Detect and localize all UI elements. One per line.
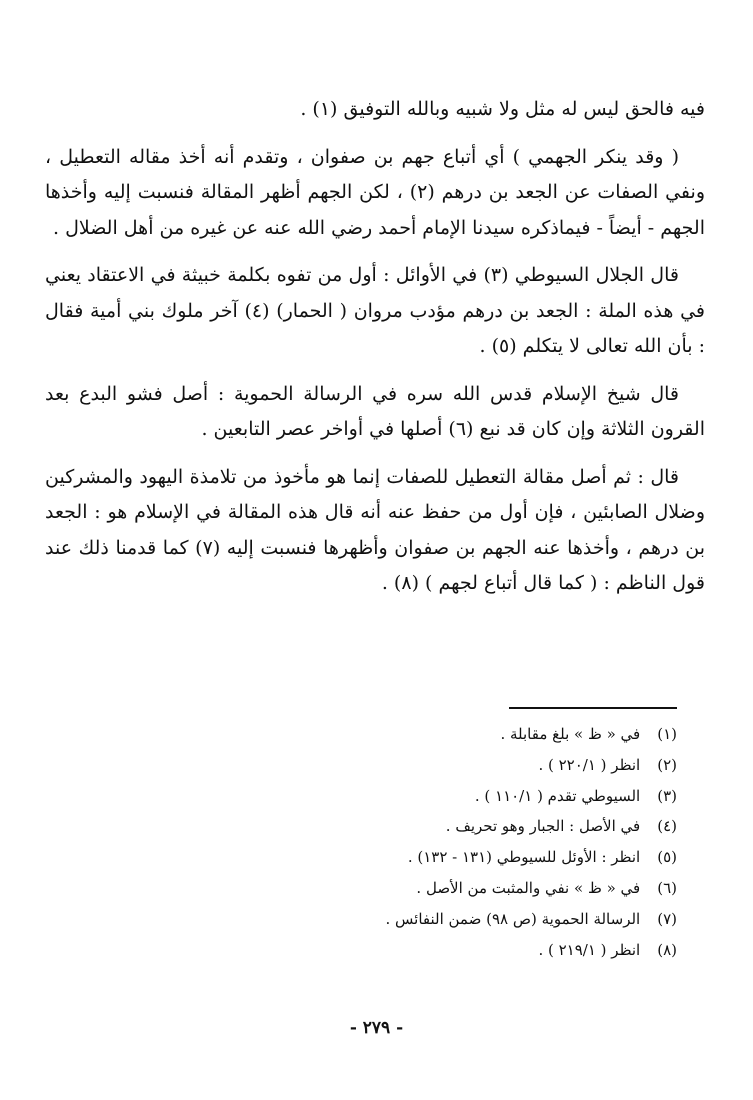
footnote-item	[157, 750, 677, 781]
footnote-item	[157, 935, 677, 966]
paragraph-3: قال الجلال السيوطي (٣) في الأوائل : أول من تفوه بكلمة خبيثة في الاعتقاد يعني في هذه الملة : الجعد بن درهم مؤدب مروان ( الحمار) (٤) آخر ملوك بني أمية فقال : بأن الله تعالى لا يتكلم (٥) .	[45, 264, 705, 357]
paragraph-5: قال : ثم أصل مقالة التعطيل للصفات إنما هو مأخوذ من تلامذة اليهود والمشركين وضلال الصابئين ، فإن أول من حفظ عنه أنه قال هذه المقالة في الإسلام هو : الجعد بن درهم ، وأخذها عنه الجهم بن صفوان وأظهرها فنسبت إليه (٧) كما قدمنا ذلك عند قول الناظم : ( كما قال أتباع لجهم ) (٨) .	[45, 465, 705, 594]
footnote-number: (٨)	[657, 940, 677, 959]
footnote-text: الرسالة الحموية (ص ٩٨) ضمن النفائس .	[385, 909, 641, 928]
footnote-text: في « ظ » بلغ مقابلة .	[500, 725, 641, 743]
footnote-item	[157, 719, 677, 750]
main-text	[45, 92, 705, 614]
paragraph-1: فيه فالحق ليس له مثل ولا شبيه وبالله التوفيق (١) .	[300, 98, 705, 120]
footnote-text: في « ظ » نفي والمثبت من الأصل .	[416, 878, 641, 897]
footnotes-list	[157, 719, 677, 965]
footnote-number: (٤)	[657, 817, 677, 836]
footnote-text: انظر ( ٢٢٠/١ ) .	[538, 755, 641, 774]
footnote-text: السيوطي تقدم ( ١١٠/١ ) .	[474, 786, 641, 805]
footnote-item	[157, 811, 677, 842]
footnote-item	[157, 873, 677, 904]
page-number: - ٢٧٩ -	[349, 1018, 404, 1038]
footnote-item	[157, 904, 677, 935]
footnote-item	[157, 842, 677, 873]
footnote-text: انظر : الأوئل للسيوطي (١٣١ - ١٣٢) .	[407, 848, 641, 867]
footnote-number: (١)	[657, 725, 677, 743]
paragraph-4: قال شيخ الإسلام قدس الله سره في الرسالة الحموية : أصل فشو البدع بعد القرون الثلاثة وإن كان قد نبع (٦) أصلها في أواخر عصر التابعين .	[45, 382, 705, 440]
footnote-number: (٦)	[657, 878, 677, 897]
footnote-number: (٧)	[657, 909, 677, 928]
footnote-number: (٥)	[657, 848, 677, 867]
paragraph-2: ( وقد ينكر الجهمي ) أي أتباع جهم بن صفوان ، وتقدم أنه أخذ مقاله التعطيل ، ونفي الصفات عن الجعد بن درهم (٢) ، لكن الجهم أظهر المقالة فنسبت إليه وأخذها الجهم - أيضاً - فيماذكره سيدنا الإمام أحمد رضي الله عنه عن غيره من أهل الضلال .	[45, 145, 705, 239]
footnote-text: انظر ( ٢١٩/١ ) .	[538, 940, 641, 959]
footnote-item	[157, 781, 677, 812]
footnote-number: (٢)	[657, 755, 677, 774]
footnote-number: (٣)	[657, 786, 677, 805]
footnote-divider	[509, 707, 677, 709]
footnote-text: في الأصل : الجبار وهو تحريف .	[445, 817, 641, 836]
